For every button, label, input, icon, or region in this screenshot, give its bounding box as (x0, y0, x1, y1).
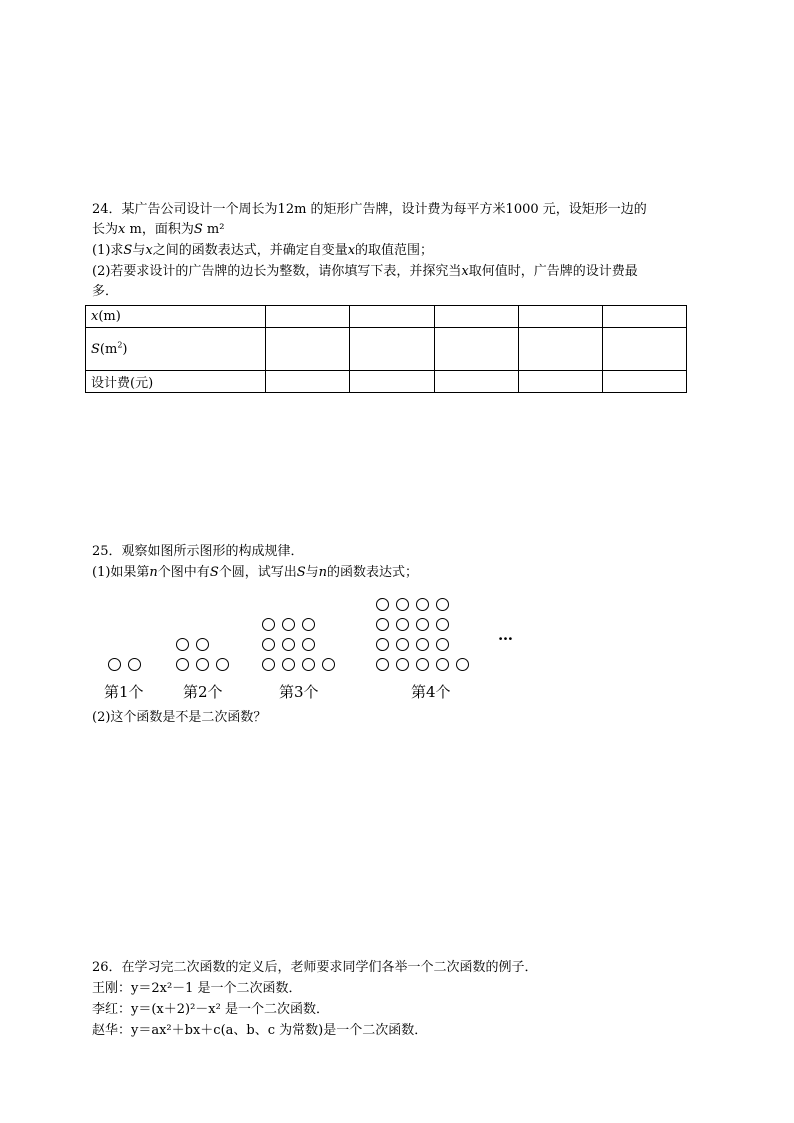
pattern-circle (302, 618, 315, 631)
pattern-circle (416, 658, 429, 671)
q25-part1 (92, 565, 418, 581)
q24-line1: 24．某广告公司设计一个周长为12m 的矩形广告牌，设计费为每平方米1000 元，设矩形一边的 (92, 202, 647, 217)
table-label-s (86, 328, 266, 371)
figure-label-4: 第4个 (411, 683, 451, 701)
q24-line2-pre: 长为 (92, 222, 119, 237)
q24-part1-var-S: S (123, 243, 133, 258)
q25-part1-mid1: 个图中有 (157, 565, 210, 580)
pattern-circle (416, 598, 429, 611)
q25-part1-pre: (1)如果第 (92, 565, 150, 580)
table-label-x-unit: (m) (98, 309, 121, 324)
table-cell[interactable] (350, 371, 434, 393)
q24-part1-var-x2: x (347, 243, 356, 258)
pattern-circle (456, 658, 469, 671)
q24-part1 (92, 243, 433, 259)
table-cell[interactable] (266, 328, 350, 371)
pattern-circle (396, 598, 409, 611)
pattern-circle (128, 658, 141, 671)
q24-part1-var-x: x (145, 243, 153, 258)
figure-label-3: 第3个 (279, 683, 319, 701)
q24-table (85, 305, 687, 393)
q25-part1-mid3: 与 (305, 565, 319, 580)
q26-line1: 26．在学习完二次函数的定义后，老师要求同学们各举一个二次函数的例子． (92, 960, 538, 975)
q24-part2-pre: (2)若要求设计的广告牌的边长为整数，请你填写下表，并探究当 (92, 264, 462, 279)
q24-line2-post: m² (202, 222, 225, 237)
q25-part1-var-n2: n (318, 565, 328, 580)
q25-part1-var-S: S (209, 565, 219, 580)
table-cell[interactable] (266, 306, 350, 328)
figure-label-1: 第1个 (104, 683, 144, 701)
q26-wang: 王刚：y＝2x²－1 是一个二次函数． (92, 981, 302, 996)
pattern-circle (302, 638, 315, 651)
table-row-s (86, 328, 687, 371)
q26-zhao: 赵华：y＝ax²＋bx＋c(a、b、c 为常数)是一个二次函数． (92, 1023, 428, 1038)
q24-var-S: S (193, 222, 203, 237)
pattern-circle (436, 658, 449, 671)
q24-part1-post: 的取值范围； (355, 243, 434, 258)
q24-part1-mid1: 与 (132, 243, 146, 258)
pattern-circle (376, 618, 389, 631)
q24-part2-line2: 多． (92, 284, 119, 299)
q25-part1-var-S2: S (296, 565, 306, 580)
q24-line2-mid: m，面积为 (125, 222, 194, 237)
pattern-circle (176, 658, 189, 671)
q24-part2-line1 (92, 264, 638, 280)
pattern-circle (282, 638, 295, 651)
table-label-s-sup: 2 (117, 340, 123, 350)
pattern-circle (396, 658, 409, 671)
pattern-circle (376, 638, 389, 651)
pattern-circle (302, 658, 315, 671)
pattern-circle (216, 658, 229, 671)
q24-var-x: x (118, 222, 126, 237)
table-label-s-var: S (91, 341, 100, 357)
q24-line2 (92, 222, 224, 238)
pattern-circle (416, 638, 429, 651)
figure-ellipsis: … (498, 626, 513, 644)
pattern-circle (196, 658, 209, 671)
table-row-fee (86, 371, 687, 393)
pattern-circle (376, 598, 389, 611)
figure-label-2: 第2个 (183, 683, 223, 701)
pattern-circle (262, 618, 275, 631)
pattern-circle (436, 618, 449, 631)
q25-part1-post: 的函数表达式； (327, 565, 419, 580)
q24-part2-var-x: x (461, 264, 469, 279)
q24-part1-mid2: 之间的函数表达式，并确定自变量 (152, 243, 348, 258)
q25-part1-var-n: n (149, 565, 158, 580)
table-cell[interactable] (518, 371, 602, 393)
pattern-circle (108, 658, 121, 671)
pattern-circle (322, 658, 335, 671)
pattern-circle (436, 638, 449, 651)
table-cell[interactable] (518, 306, 602, 328)
table-cell[interactable] (434, 306, 518, 328)
pattern-circle (396, 638, 409, 651)
pattern-circle (262, 658, 275, 671)
pattern-circle (436, 598, 449, 611)
table-label-x-var: x (91, 309, 99, 324)
table-label-s-close: ) (122, 341, 128, 357)
q25-part2: (2)这个函数是不是二次函数？ (92, 710, 267, 725)
q26-li: 李红：y＝(x＋2)²－x² 是一个二次函数． (92, 1002, 329, 1017)
pattern-circle (262, 638, 275, 651)
pattern-circle (196, 638, 209, 651)
pattern-circle (396, 618, 409, 631)
table-label-x (86, 306, 266, 328)
q24-part1-pre: (1)求 (92, 243, 124, 258)
table-cell[interactable] (602, 306, 686, 328)
pattern-circle (282, 658, 295, 671)
table-cell[interactable] (602, 328, 686, 371)
pattern-circle (416, 618, 429, 631)
table-cell[interactable] (350, 328, 434, 371)
q25-line1: 25．观察如图所示图形的构成规律． (92, 544, 304, 559)
table-row-x (86, 306, 687, 328)
table-cell[interactable] (434, 328, 518, 371)
table-cell[interactable] (518, 328, 602, 371)
q25-part1-mid2: 个圆，试写出 (218, 565, 297, 580)
q24-part2-post: 取何值时，广告牌的设计费最 (468, 264, 638, 279)
table-cell[interactable] (350, 306, 434, 328)
table-cell[interactable] (434, 371, 518, 393)
table-label-s-unit: (m (99, 341, 118, 357)
table-cell[interactable] (602, 371, 686, 393)
table-cell[interactable] (266, 371, 350, 393)
pattern-circle (176, 638, 189, 651)
table-label-fee: 设计费(元) (86, 371, 266, 393)
pattern-circle (282, 618, 295, 631)
pattern-circle (376, 658, 389, 671)
